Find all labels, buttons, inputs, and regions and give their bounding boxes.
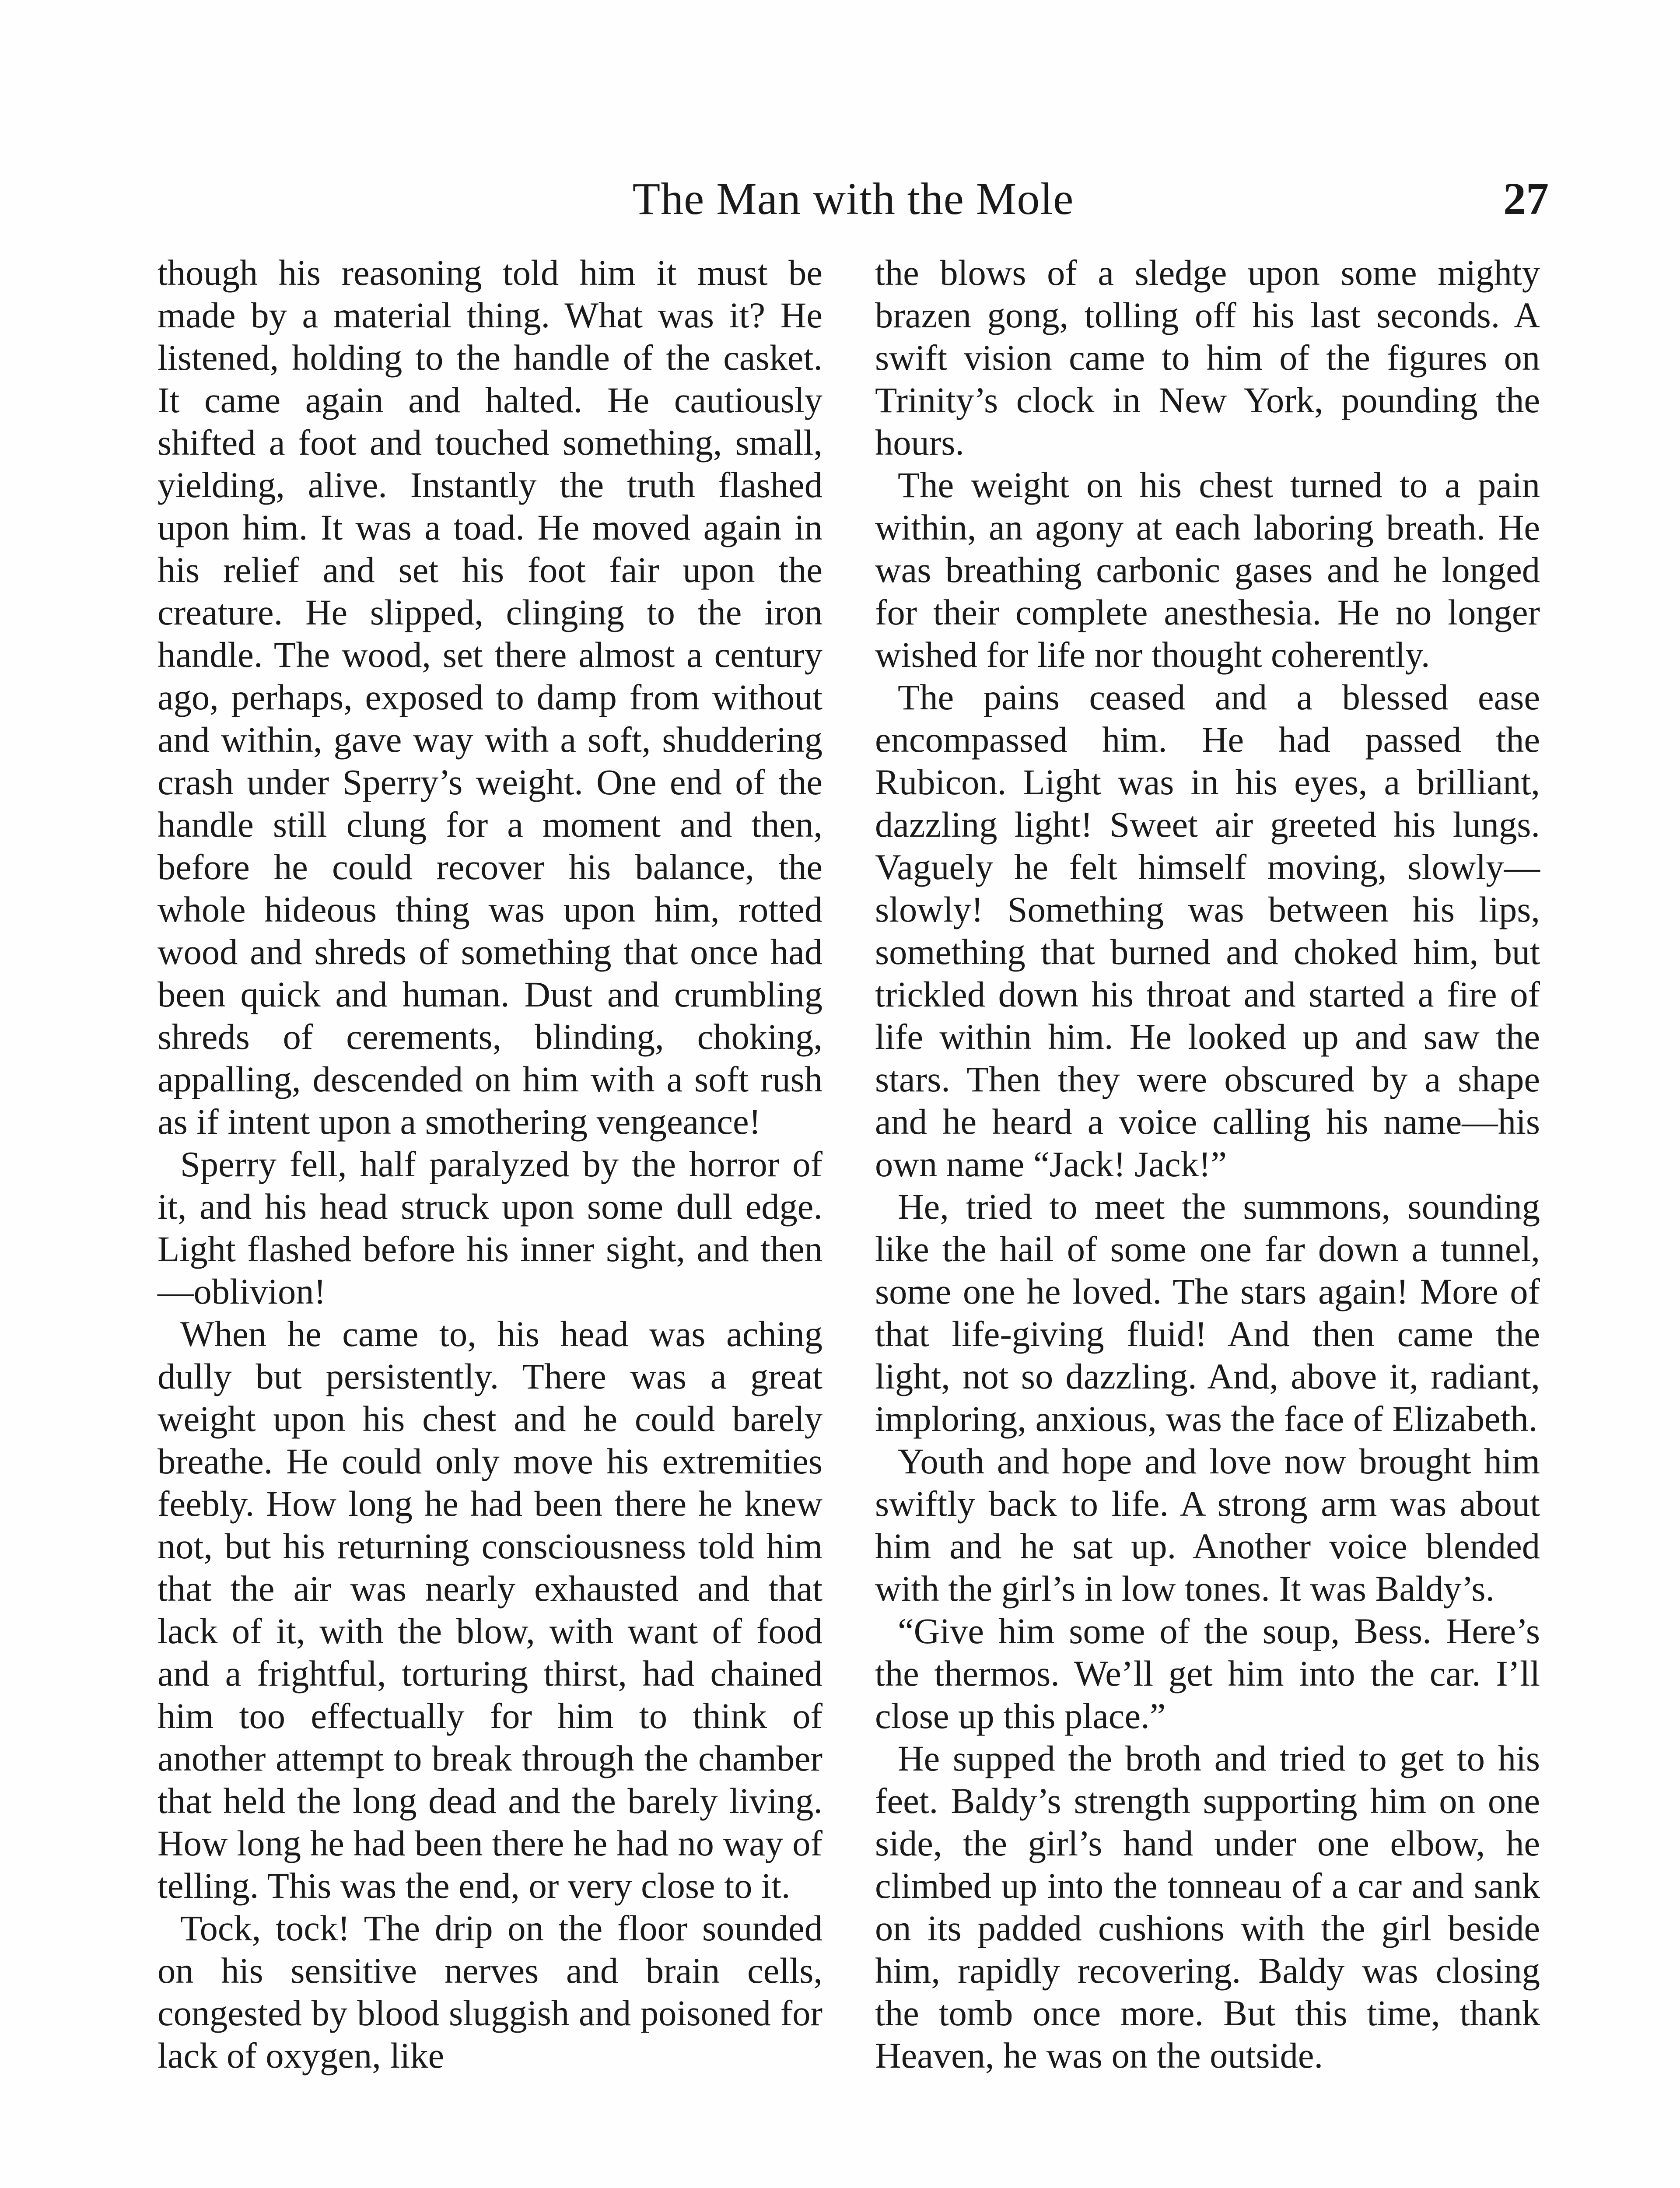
paragraph-continued: though his reasoning told him it must be made by a material thing. What was it? He listened, holding to the handle of the casket. It came again and halted. He cautiously shifted a foot and touched something, small, yielding, alive. Instantly the truth flashed upon him. It was a toad. He moved again in his relief and set his foot fair upon the creature. He slipped, clinging to the iron handle. The wood, set there almost a century ago, perhaps, exposed to damp from without and within, gave way with a soft, shuddering crash under Sperry’s weight. One end of the handle still clung for a moment and then, before he could recover his balance, the whole hideous thing was upon him, rotted wood and shreds of something that once had been quick and human. Dust and crumbling shreds of cerements, blinding, choking, appalling, descended on him with a soft rush as if intent upon a smothering vengeance! — [158, 252, 822, 1142]
right-column — [875, 252, 1540, 2077]
running-title: The Man with the Mole — [632, 174, 1074, 224]
left-column — [158, 252, 822, 2077]
running-head — [158, 168, 1549, 230]
paragraph: When he came to, his head was aching dully but persistently. There was a great weight upon his chest and he could barely breathe. He could only move his extremities feebly. How long he had been there he knew not, but his returning consciousness told him that the air was nearly exhausted and that lack of it, with the blow, with want of food and a frightful, torturing thirst, had chained him too effectually for him to think of another attempt to break through the chamber that held the long dead and the barely living. How long he had been there he had no way of telling. This was the end, or very close to it. — [158, 1314, 822, 1906]
paragraph: Tock, tock! The drip on the floor sounded on his sensitive nerves and brain cells, congested by blood sluggish and poisoned for lack of oxygen, like — [158, 1908, 822, 2076]
paragraph: Youth and hope and love now brought him swiftly back to life. A strong arm was about him and he sat up. Another voice blended with the girl’s in low tones. It was Baldy’s. — [875, 1441, 1540, 1609]
paragraph-continued: the blows of a sledge upon some mighty brazen gong, tolling off his last seconds. A swift vision came to him of the figures on Trinity’s clock in New York, pounding the hours. — [875, 252, 1540, 463]
paragraph: He, tried to meet the summons, sounding like the hail of some one far down a tunnel, some one he loved. The stars again! More of that life-giving fluid! And then came the light, not so dazzling. And, above it, radiant, imploring, anxious, was the face of Elizabeth. — [875, 1186, 1540, 1439]
paragraph: “Give him some of the soup, Bess. Here’s the thermos. We’ll get him into the car. I’ll close up this place.” — [875, 1611, 1540, 1736]
paragraph: He supped the broth and tried to get to his feet. Baldy’s strength supporting him on one side, the girl’s hand under one elbow, he climbed up into the tonneau of a car and sank on its padded cushions with the girl beside him, rapidly recovering. Baldy was closing the tomb once more. But this time, thank Heaven, he was on the outside. — [875, 1738, 1540, 2076]
paragraph: Sperry fell, half paralyzed by the horror of it, and his head struck upon some dull edge. Light flashed before his inner sight, and then—oblivion! — [158, 1144, 822, 1311]
page-number: 27 — [1503, 174, 1549, 224]
paragraph: The pains ceased and a blessed ease encompassed him. He had passed the Rubicon. Light was in his eyes, a brilliant, dazzling light! Sweet air greeted his lungs. Vaguely he felt himself moving, slowly—slowly! Something was between his lips, something that burned and choked him, but trickled down his throat and started a fire of life within him. He looked up and saw the stars. Then they were obscured by a shape and he heard a voice calling his name—his own name “Jack! Jack!” — [875, 677, 1540, 1184]
paragraph: The weight on his chest turned to a pain within, an agony at each laboring breath. He was breathing carbonic gases and he longed for their complete anesthesia. He no longer wished for life nor thought coherently. — [875, 465, 1540, 675]
